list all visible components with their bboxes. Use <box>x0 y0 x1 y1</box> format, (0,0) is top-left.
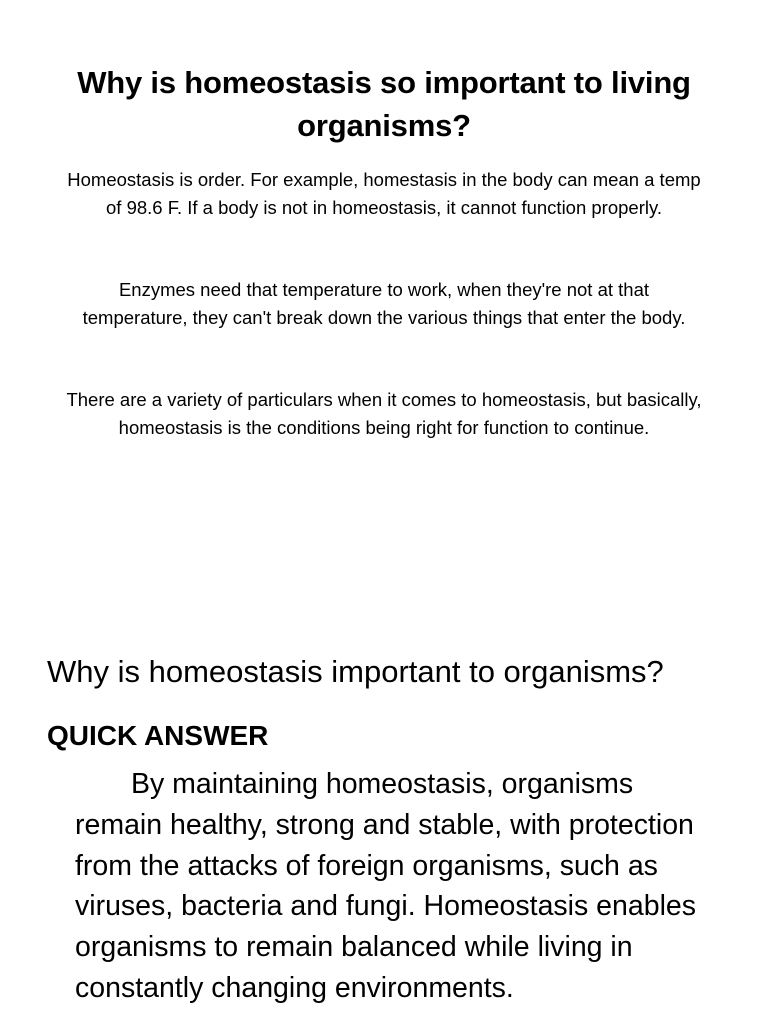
answer-text: By maintaining homeostasis, organisms remain healthy, strong and stable, with protection from the attacks of foreign organisms, such as viruses, bacteria and fungi. Homeostasis enables organisms to remain balanced while living in constantly changing environments. <box>75 768 697 1004</box>
paragraph-conditions: There are a variety of particulars when it comes to homeostasis, but basically, homeostasis is the conditions being right for function to continue. <box>66 389 702 438</box>
slide-title: Why is homeostasis so important to living organisms? <box>77 65 691 143</box>
paragraph-order: Homeostasis is order. For example, homestasis in the body can mean a temp of 98.6 F. If a body is not in homeostasis, it cannot function properly. <box>67 169 701 218</box>
question-heading: Why is homeostasis important to organisms? <box>47 654 664 689</box>
paragraph-enzymes: Enzymes need that temperature to work, when they're not at that temperature, they can't break down the various things that enter the body. <box>82 279 686 328</box>
quick-answer-label: QUICK ANSWER <box>47 720 269 751</box>
slide-quick-answer <box>0 640 768 1024</box>
